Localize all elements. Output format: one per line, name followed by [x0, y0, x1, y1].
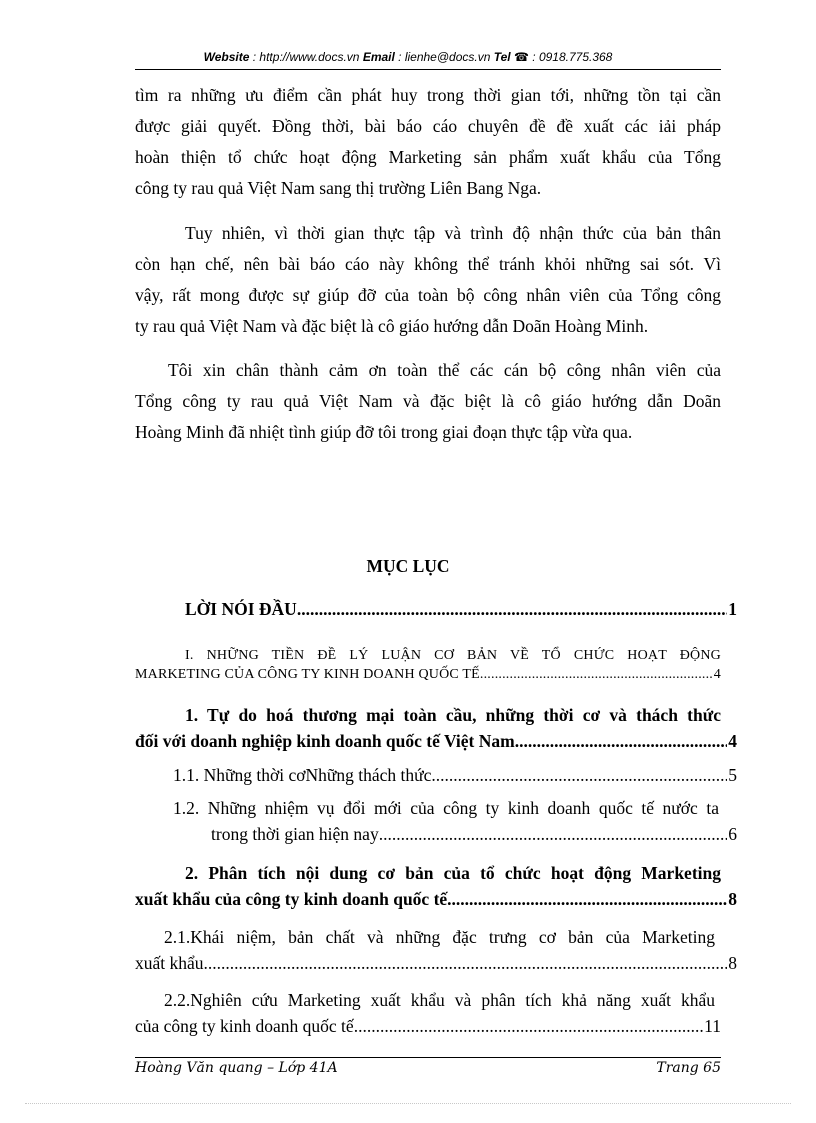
text-line: tìm ra những ưu điểm cần phát huy trong thời gian tới, những tồn tại cần [135, 85, 721, 105]
footer-author: Hoàng Văn quang – Lớp 41A [135, 1060, 338, 1076]
toc-entry[interactable] [173, 793, 737, 855]
toc-page-number: 4 [728, 731, 737, 751]
phone-icon: ☎ [513, 50, 529, 64]
toc-entry-label: MARKETING CỦA CÔNG TY KINH DOANH QUỐC TẾ [135, 667, 480, 682]
page-edge-divider [25, 1103, 791, 1104]
header-rule [135, 69, 721, 70]
email-label: Email [362, 50, 395, 64]
toc-entry-label: 2.2.Nghiên cứu Marketing xuất khẩu và phân tích khả năng xuất khẩu [164, 990, 715, 1010]
tel-value: : 0918.775.368 [528, 50, 613, 64]
toc-entry-label: của công ty kinh doanh quốc tế [135, 1016, 354, 1036]
toc-entry-label: xuất khẩu [135, 953, 204, 973]
toc-page-number: 1 [728, 599, 737, 619]
toc-page-number: 5 [728, 765, 737, 785]
toc-entry[interactable] [135, 922, 737, 984]
text-line: Hoàng Minh đã nhiệt tình giúp đỡ tôi trong giai đoạn thực tập vừa qua. [135, 422, 633, 442]
paragraph-3 [135, 355, 721, 449]
toc-entry-label: 1. Tự do hoá thương mại toàn cầu, những thời cơ và thách thức [185, 705, 721, 725]
text-line: còn hạn chế, nên bài báo cáo này không thể tránh khỏi những sai sót. Vì [135, 253, 721, 274]
toc-page-number: 6 [728, 824, 737, 844]
tel-label: Tel [493, 50, 511, 64]
footer-page-number: Trang 65 [656, 1060, 721, 1076]
toc-entry[interactable] [135, 985, 737, 1047]
toc-page-number: 8 [728, 889, 737, 909]
footer-rule [135, 1057, 721, 1058]
toc-entry[interactable] [135, 640, 721, 698]
text-line: công ty rau quả Việt Nam sang thị trường Liên Bang Nga. [135, 178, 542, 198]
text-line: Tôi xin chân thành cảm ơn toàn thể các cán bộ công nhân viên của [168, 360, 721, 380]
text-line: ty rau quả Việt Nam và đặc biệt là cô giáo hướng dẫn Doãn Hoàng Minh. [135, 315, 649, 336]
toc-page-number: 8 [728, 953, 737, 973]
toc-title: MỤC LỤC [366, 556, 450, 576]
toc-entry-label: 2. Phân tích nội dung cơ bản của tổ chức hoạt động Marketing [185, 863, 721, 883]
toc-entry-label: 1.1. Những thời cơNhững thách thức [173, 765, 432, 785]
text-line: vậy, rất mong được sự giúp đỡ của toàn bộ công nhân viên của Tổng công [135, 284, 721, 305]
toc-entry-label: trong thời gian hiện nay [211, 824, 379, 844]
body-text [135, 80, 721, 449]
toc-entry-label: đối với doanh nghiệp kinh doanh quốc tế Việt Nam [135, 731, 515, 751]
website-value: : http://www.docs.vn [249, 50, 363, 64]
page-footer [135, 1060, 721, 1076]
toc-entry-label: 2.1.Khái niệm, bản chất và những đặc trưng cơ bản của Marketing [164, 927, 715, 947]
paragraph-1 [135, 80, 721, 205]
toc-entry-label: xuất khẩu của công ty kinh doanh quốc tế [135, 889, 448, 909]
toc-entry[interactable] [185, 599, 737, 630]
website-label: Website [203, 50, 250, 64]
toc-page-number: 11 [704, 1016, 721, 1036]
toc-entry[interactable] [135, 858, 737, 920]
text-line: được giải quyết. Đồng thời, bài báo cáo chuyên đề đề xuất các iải pháp [135, 116, 721, 136]
toc-entry[interactable] [173, 765, 737, 796]
text-line: hoàn thiện tổ chức hoạt động Marketing sản phẩm xuất khẩu của Tổng [135, 147, 721, 167]
toc-entry-label: 1.2. Những nhiệm vụ đổi mới của công ty kinh doanh quốc tế nước ta [173, 798, 719, 818]
toc-entry-label: I. NHỮNG TIỀN ĐỀ LÝ LUẬN CƠ BẢN VỀ TỔ CHỨC HOẠT ĐỘNG [185, 648, 721, 663]
email-value: : lienhe@docs.vn [394, 50, 494, 64]
text-line: Tuy nhiên, vì thời gian thực tập và trình độ nhận thức của bản thân [185, 222, 721, 243]
toc-entry[interactable] [135, 700, 737, 762]
toc-page-number: 4 [713, 667, 721, 682]
text-line: Tổng công ty rau quả Việt Nam và đặc biệt là cô giáo hướng dẫn Doãn [135, 391, 721, 411]
page-header [0, 50, 816, 64]
paragraph-2 [135, 218, 721, 343]
toc-entry-label: LỜI NÓI ĐẦU [185, 599, 297, 619]
